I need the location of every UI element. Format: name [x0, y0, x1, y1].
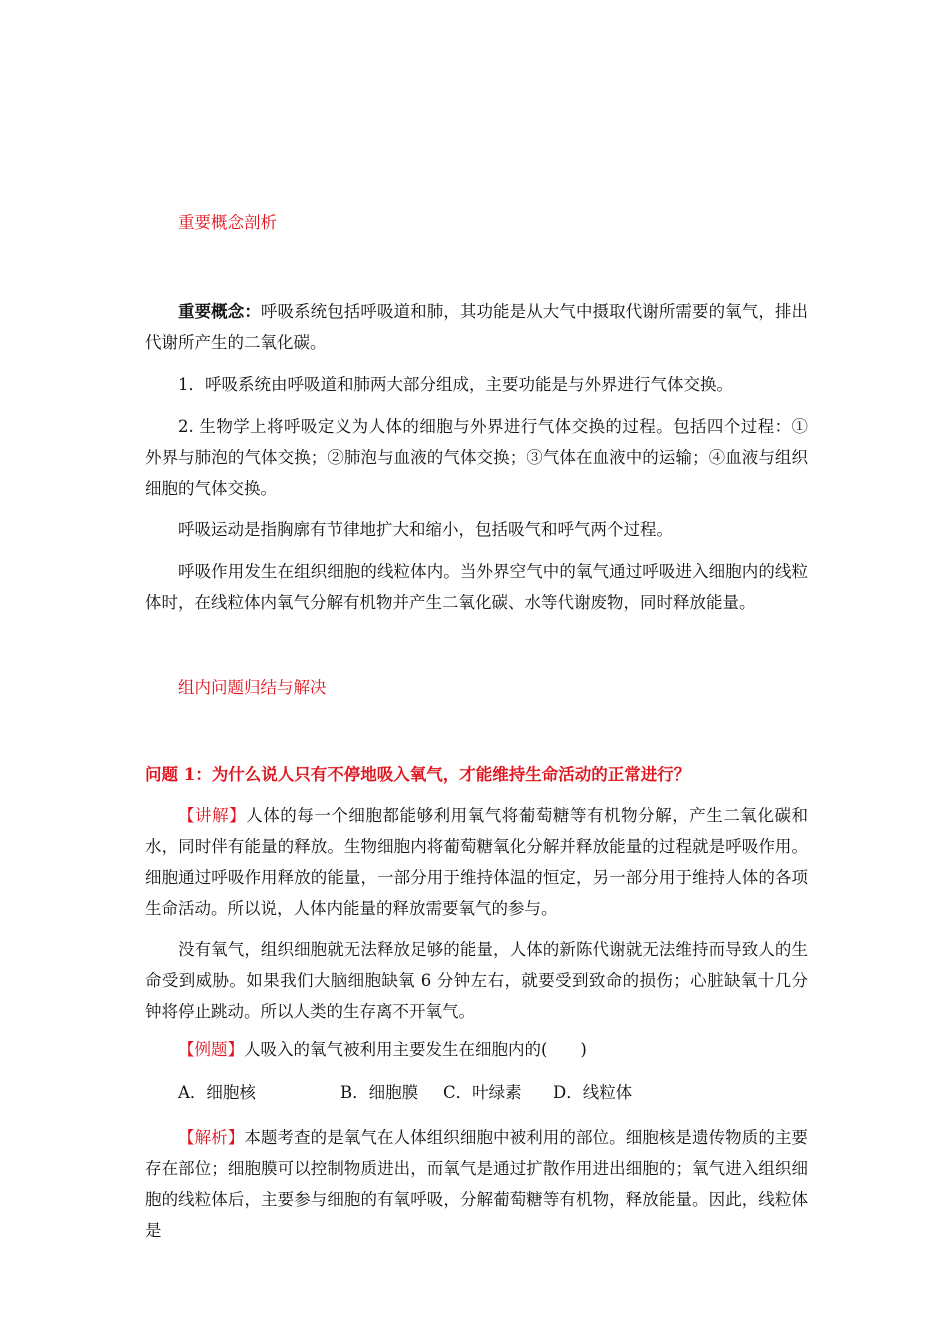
option-b: B．细胞膜 — [340, 1083, 419, 1102]
example-paragraph — [145, 1034, 808, 1065]
example-tag: 【例题】 — [178, 1040, 244, 1059]
option-d: D．线粒体 — [553, 1083, 633, 1102]
option-a: A．细胞核 — [178, 1083, 256, 1102]
concept-paragraph — [145, 296, 808, 358]
section-heading-problems: 组内问题归结与解决 — [178, 678, 327, 697]
oxygen-necessity-paragraph: 没有氧气，组织细胞就无法释放足够的能量，人体的新陈代谢就无法维持而导致人的生命受到威胁。如果我们大脑细胞缺氧 6 分钟左右，就要受到致命的损伤；心脏缺氧十几分钟将停止跳动。所以人类的生存离不开氧气。 — [145, 940, 808, 1021]
respiration-paragraph: 呼吸作用发生在组织细胞的线粒体内。当外界空气中的氧气通过呼吸进入细胞内的线粒体时，在线粒体内氧气分解有机物并产生二氧化碳、水等代谢废物，同时释放能量。 — [145, 562, 808, 612]
concept-label: 重要概念： — [178, 302, 261, 321]
point-1: 1．呼吸系统由呼吸道和肺两大部分组成，主要功能是与外界进行气体交换。 — [178, 375, 733, 394]
point-2: 2. 生物学上将呼吸定义为人体的细胞与外界进行气体交换的过程。包括四个过程：①外界与肺泡的气体交换；②肺泡与血液的气体交换；③气体在血液中的运输；④血液与组织细胞的气体交换。 — [145, 417, 808, 498]
analysis-tag: 【解析】 — [178, 1128, 245, 1147]
explain-text: 人体的每一个细胞都能够利用氧气将葡萄糖等有机物分解，产生二氧化碳和水，同时伴有能量的释放。生物细胞内将葡萄糖氧化分解并释放能量的过程就是呼吸作用。细胞通过呼吸作用释放的能量，一部分用于维持体温的恒定，另一部分用于维持人体的各项生命活动。所以说，人体内能量的释放需要氧气的参与。 — [145, 806, 809, 918]
analysis-paragraph — [145, 1122, 808, 1246]
answer-options — [145, 1081, 632, 1105]
explain-tag: 【讲解】 — [178, 806, 247, 825]
question-1: 问题 1：为什么说人只有不停地吸入氧气，才能维持生命活动的正常进行？ — [145, 765, 691, 784]
analysis-text: 本题考查的是氧气在人体组织细胞中被利用的部位。细胞核是遗传物质的主要存在部位；细胞膜可以控制物质进出，而氧气是通过扩散作用进出细胞的；氧气进入组织细胞的线粒体后，主要参与细胞的有氧呼吸，分解葡萄糖等有机物，释放能量。因此，线粒体是 — [145, 1128, 809, 1240]
example-text: 人吸入的氧气被利用主要发生在细胞内的( ) — [244, 1040, 587, 1059]
concept-text: 呼吸系统包括呼吸道和肺，其功能是从大气中摄取代谢所需要的氧气，排出代谢所产生的二氧化碳。 — [145, 302, 809, 352]
explanation-paragraph — [145, 800, 808, 924]
section-heading-concepts: 重要概念剖析 — [178, 213, 277, 232]
breathing-movement-paragraph: 呼吸运动是指胸廓有节律地扩大和缩小，包括吸气和呼气两个过程。 — [178, 520, 673, 539]
option-c: C．叶绿素 — [443, 1083, 522, 1102]
